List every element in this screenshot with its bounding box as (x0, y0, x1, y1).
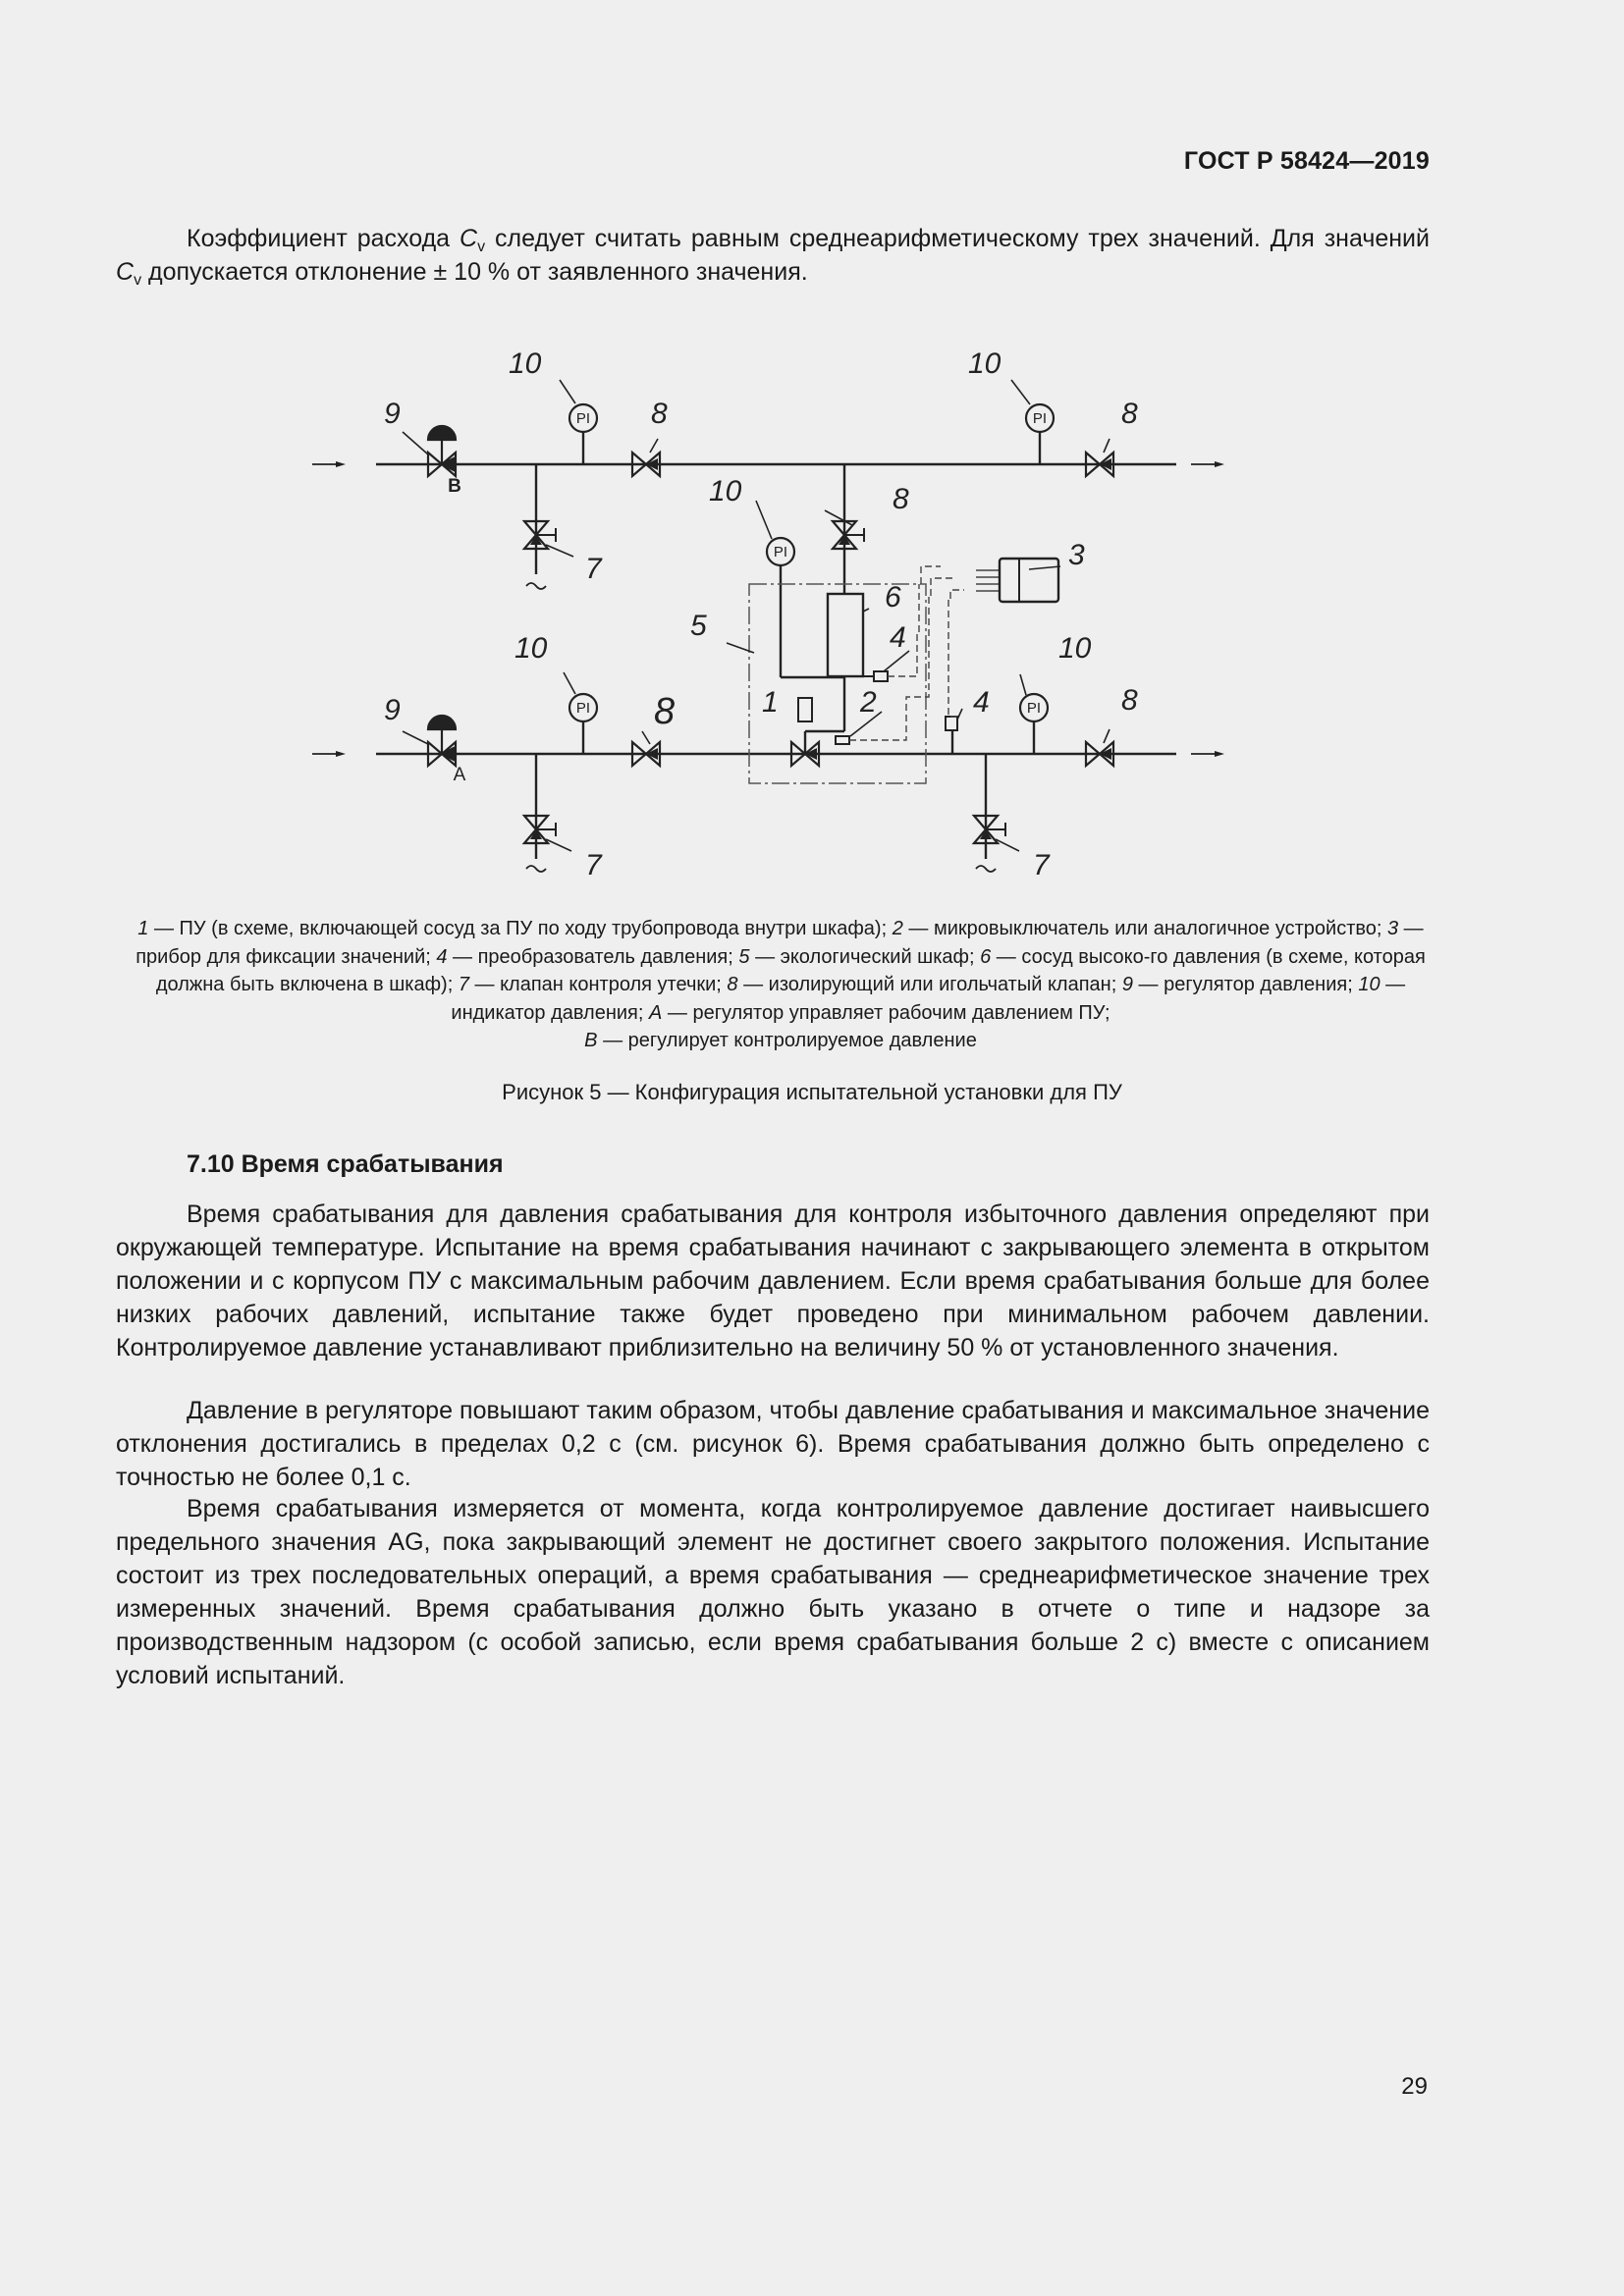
valve-7-bottom-left (524, 816, 556, 843)
valve-8-middle (833, 521, 864, 549)
transducer-4-upper (874, 671, 888, 681)
switch-2 (836, 736, 849, 744)
legend-num-5: 5 (738, 945, 750, 968)
label-7-bottom-right: 7 (1033, 849, 1050, 881)
pressure-indicators (569, 404, 1054, 721)
legend-text-6: — сосуд высоко-го давления (в схеме, которая должна быть включена в шкаф); (155, 945, 1426, 995)
label-4-lower: 4 (973, 686, 990, 719)
label-10-e: 10 (1058, 632, 1092, 665)
label-7-top: 7 (585, 553, 602, 585)
legend-num-1: 1 (137, 918, 149, 939)
figure-legend (128, 915, 1434, 1055)
legend-num-a: А (649, 1001, 663, 1024)
regulator-a (428, 716, 456, 766)
leader-lines (403, 380, 1110, 851)
label-2: 2 (860, 686, 877, 719)
cv-symbol: C (460, 225, 478, 252)
label-10-a: 10 (509, 347, 542, 380)
legend-num-2: 2 (892, 918, 903, 939)
intro-text-b: следует считать равным среднеарифметическому трех значений. Для значений (485, 225, 1430, 252)
document-header: ГОСТ Р 58424—2019 (1183, 147, 1430, 175)
label-8-a: 8 (651, 398, 668, 430)
transducer-4-lower (946, 717, 957, 730)
vessel-6 (828, 594, 863, 676)
legend-num-3: 3 (1387, 918, 1399, 939)
label-5: 5 (690, 610, 707, 642)
legend-text-8: — изолирующий или игольчатый клапан; (737, 974, 1122, 995)
label-8-d: 8 (1121, 684, 1138, 717)
cv-symbol-2: C (116, 258, 135, 286)
recorder-3 (1000, 559, 1058, 602)
label-8-b: 8 (1121, 398, 1138, 430)
label-1: 1 (762, 686, 779, 719)
label-3: 3 (1068, 539, 1085, 571)
figure-caption: Рисунок 5 — Конфигурация испытательной установки для ПУ (502, 1080, 1122, 1104)
label-10-c: 10 (709, 475, 742, 507)
legend-num-b: В (584, 1030, 598, 1051)
legend-text-2: — микровыключатель или аналогичное устройство; (902, 918, 1387, 939)
legend-text-4: — преобразователь давления; (447, 945, 739, 968)
cv-subscript-2: v (134, 272, 142, 289)
valve-7-top (524, 521, 556, 549)
intro-paragraph (116, 222, 1430, 289)
legend-text-7: — клапан контроля утечки; (468, 974, 728, 995)
recorder-lines (976, 570, 1000, 591)
test-rig-diagram (312, 339, 1255, 898)
label-10-d: 10 (514, 632, 548, 665)
label-8-c: 8 (893, 483, 909, 515)
legend-text-1: — ПУ (в схеме, включающей сосуд за ПУ по ходу трубопровода внутри шкафа); (148, 918, 893, 939)
legend-text-10: — индикатор давления; (451, 974, 1406, 1024)
section-title: 7.10 Время срабатывания (187, 1150, 504, 1178)
legend-num-7: 7 (458, 974, 469, 995)
label-10-b: 10 (968, 347, 1001, 380)
cv-subscript: v (477, 239, 486, 255)
intro-text-a: Коэффициент расхода (187, 225, 460, 252)
section-paragraph-1: Время срабатывания для давления срабатывания для контроля избыточного давления определяют при окружающей температуре. Испытание на время срабатывания начинают с закрывающего элемента в открытом положении и с корпусом ПУ с максимальным рабочим давлением. Если время срабатывания больше для более низких рабочих давлений, испытание также будет проведено при минимальном рабочем давлении. Контролируемое давление устанавливают приблизительно на величину 50 % от установленного значения. (116, 1201, 1430, 1362)
section-paragraph-2: Давление в регуляторе повышают таким образом, чтобы давление срабатывания и максимальное значение отклонения достигались в пределах 0,2 с (см. рисунок 6). Время срабатывания должно быть определено с точностью не более 0,1 с. (116, 1397, 1430, 1491)
valve-7-bottom-right (974, 816, 1005, 843)
legend-text-9: — регулятор давления; (1132, 974, 1359, 995)
legend-num-4: 4 (436, 945, 448, 968)
label-9-top: 9 (384, 398, 401, 430)
label-7-bottom-left: 7 (585, 849, 602, 881)
label-4-upper: 4 (890, 621, 906, 654)
legend-num-10: 10 (1358, 974, 1380, 995)
pi-label-2: PI (1032, 410, 1048, 427)
intro-text-c: допускается отклонение ± 10 % от заявленного значения. (141, 258, 808, 286)
label-8-e: 8 (654, 691, 676, 732)
label-a: A (453, 765, 466, 785)
page-number: 29 (1401, 2073, 1428, 2100)
regulator-b (428, 426, 456, 476)
section-paragraph-3: Время срабатывания измеряется от момента, когда контролируемое давление достигает наивысшего предельного значения AG, пока закрывающий элемент не достигнет своего закрытого положения. Испытание состоит из трех последовательных операций, а время срабатывания — среднеарифметическое значение трех измеренных значений. Время срабатывания должно быть указано в отчете о типе и надзоре за производственным надзором (с особой записью, если время срабатывания больше 2 с) вместе с описанием условий испытаний. (116, 1495, 1430, 1689)
pipelines (376, 432, 1176, 859)
legend-num-9: 9 (1121, 974, 1133, 995)
pi-label-4: PI (575, 700, 591, 717)
pi-label-1: PI (575, 410, 591, 427)
label-9-bottom: 9 (384, 694, 401, 726)
legend-text-3: — прибор для фиксации значений; (135, 918, 1424, 968)
label-b: B (448, 476, 461, 497)
pi-label-3: PI (773, 544, 788, 561)
pi-label-5: PI (1026, 700, 1042, 717)
legend-text-b: — регулирует контролируемое давление (597, 1030, 977, 1051)
legend-num-8: 8 (727, 974, 738, 995)
legend-num-6: 6 (980, 945, 992, 968)
label-6: 6 (885, 581, 901, 614)
legend-text-5: — экологический шкаф; (749, 945, 981, 968)
legend-text-a: — регулятор управляет рабочим давлением ПУ; (662, 1001, 1110, 1024)
